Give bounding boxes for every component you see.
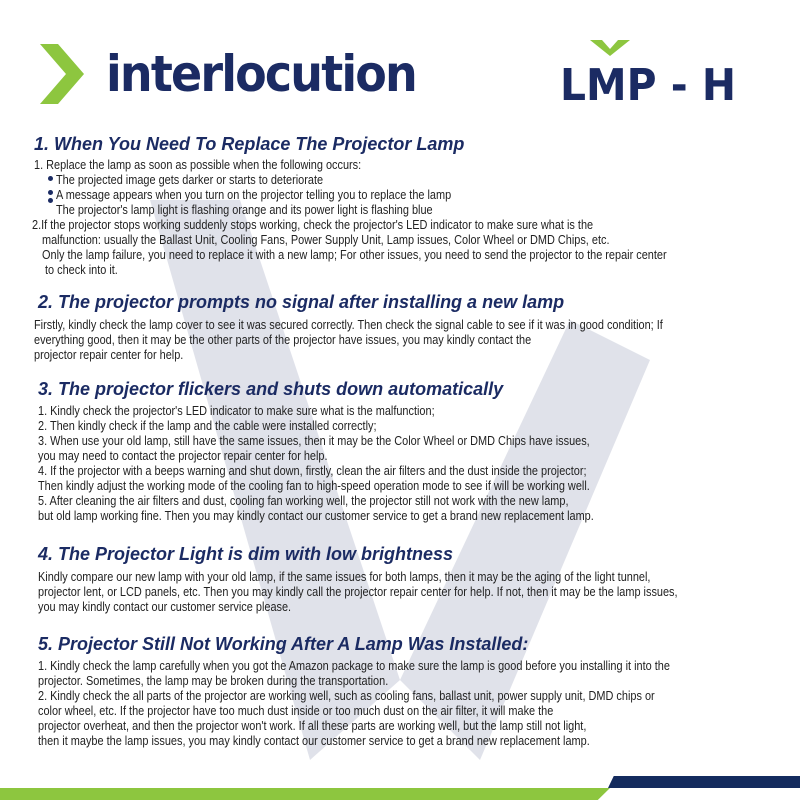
text-line: to check into it. [45,262,118,277]
text-line: 3. When use your old lamp, still have the same issues, then it may be the Color Wheel or DMD Chips have issues, [38,433,590,448]
text-line: then it maybe the lamp issues, you may kindly contact our customer service to get a brand new replacement lamp. [38,733,590,748]
text-line: 2. Then kindly check if the lamp and the cable were installed correctly; [38,418,377,433]
chevron-right-icon [40,44,84,104]
text-line: 1. Replace the lamp as soon as possible when the following occurs: [34,157,362,172]
logo-v-mark [590,40,630,56]
text-line: Kindly compare our new lamp with your old lamp, if the same issues for both lamps, then it may be the aging of the light tunnel, [38,569,651,584]
text-line: The projector's lamp light is flashing orange and its power light is flashing blue [56,202,433,217]
bullet-icon [48,190,53,195]
footer-navy-band [608,776,800,788]
text-line: 1. Kindly check the lamp carefully when you got the Amazon package to make sure the lamp is good before you installing it into the [38,658,670,673]
logo-text: LMP - H [560,60,736,102]
brand-name: interlocution [106,45,416,103]
interlocution-logo [40,44,443,104]
text-line: projector overheat, and then the projector won't work. If all these parts are working well, but the lamp still not light, [38,718,587,733]
text-line: Firstly, kindly check the lamp cover to see it was secured correctly. Then check the signal cable to see if it was in good condition; If [34,317,663,332]
section-title: 4. The Projector Light is dim with low brightness [38,544,454,564]
section-flickers [0,379,800,523]
section-title: 1. When You Need To Replace The Projector Lamp [34,134,465,154]
text-line: A message appears when you turn on the projector telling you to replace the lamp [56,187,452,202]
section-title: 5. Projector Still Not Working After A Lamp Was Installed: [38,634,529,654]
text-line: everything good, then it may be the other parts of the projector have issues, you may kindly contact the [34,332,532,347]
text-line: 5. After cleaning the air filters and dust, cooling fan working well, the projector still not work with the new lamp, [38,493,569,508]
text-line: but old lamp working fine. Then you may kindly contact our customer service to get a brand new replacement lamp. [38,508,594,523]
text-line: 2. Kindly check the all parts of the projector are working well, such as cooling fans, ballast unit, power supply unit, DMD chips or [38,688,655,703]
section-title: 3. The projector flickers and shuts down automatically [38,379,504,399]
text-line: 1. Kindly check the projector's LED indicator to make sure what is the malfunction; [38,403,435,418]
bullet-icon [48,176,53,181]
text-line: 2.If the projector stops working suddenly stops working, check the projector's LED indicator to make sure what is the [32,217,594,232]
text-line: color wheel, etc. If the projector have too much dust inside or too much dust on the air filter, it will make the [38,703,554,718]
section-not-working [0,634,800,748]
text-line: The projected image gets darker or starts to deteriorate [56,172,324,187]
text-line: you may kindly contact our customer service please. [38,599,292,614]
text-line: malfunction: usually the Ballast Unit, Cooling Fans, Power Supply Unit, Lamp issues, Color Wheel or DMD Chips, etc. [42,232,610,247]
text-line: Only the lamp failure, you need to replace it with a new lamp; For other issues, you need to send the projector to the repair center [42,247,667,262]
footer-green-band [0,788,610,800]
lmp-h-logo [560,40,740,107]
text-line: projector. Sometimes, the lamp may be broken during the transportation. [38,673,389,688]
text-line: projector repair center for help. [34,347,184,362]
text-line: you may need to contact the projector repair center for help. [38,448,328,463]
section-dim-light [0,544,800,614]
text-line: Then kindly adjust the working mode of the cooling fan to high-speed operation mode to see if will be working well. [38,478,590,493]
section-replace-lamp [0,134,800,277]
section-no-signal [0,292,800,362]
text-line: 4. If the projector with a beeps warning and shut down, firstly, clean the air filters and the dust inside the projector; [38,463,587,478]
text-line: projector lent, or LCD panels, etc. Then you may kindly call the projector repair center for help. If not, then it may be the lamp issues, [38,584,678,599]
section-title: 2. The projector prompts no signal after installing a new lamp [38,292,565,312]
bullet-icon [48,198,53,203]
